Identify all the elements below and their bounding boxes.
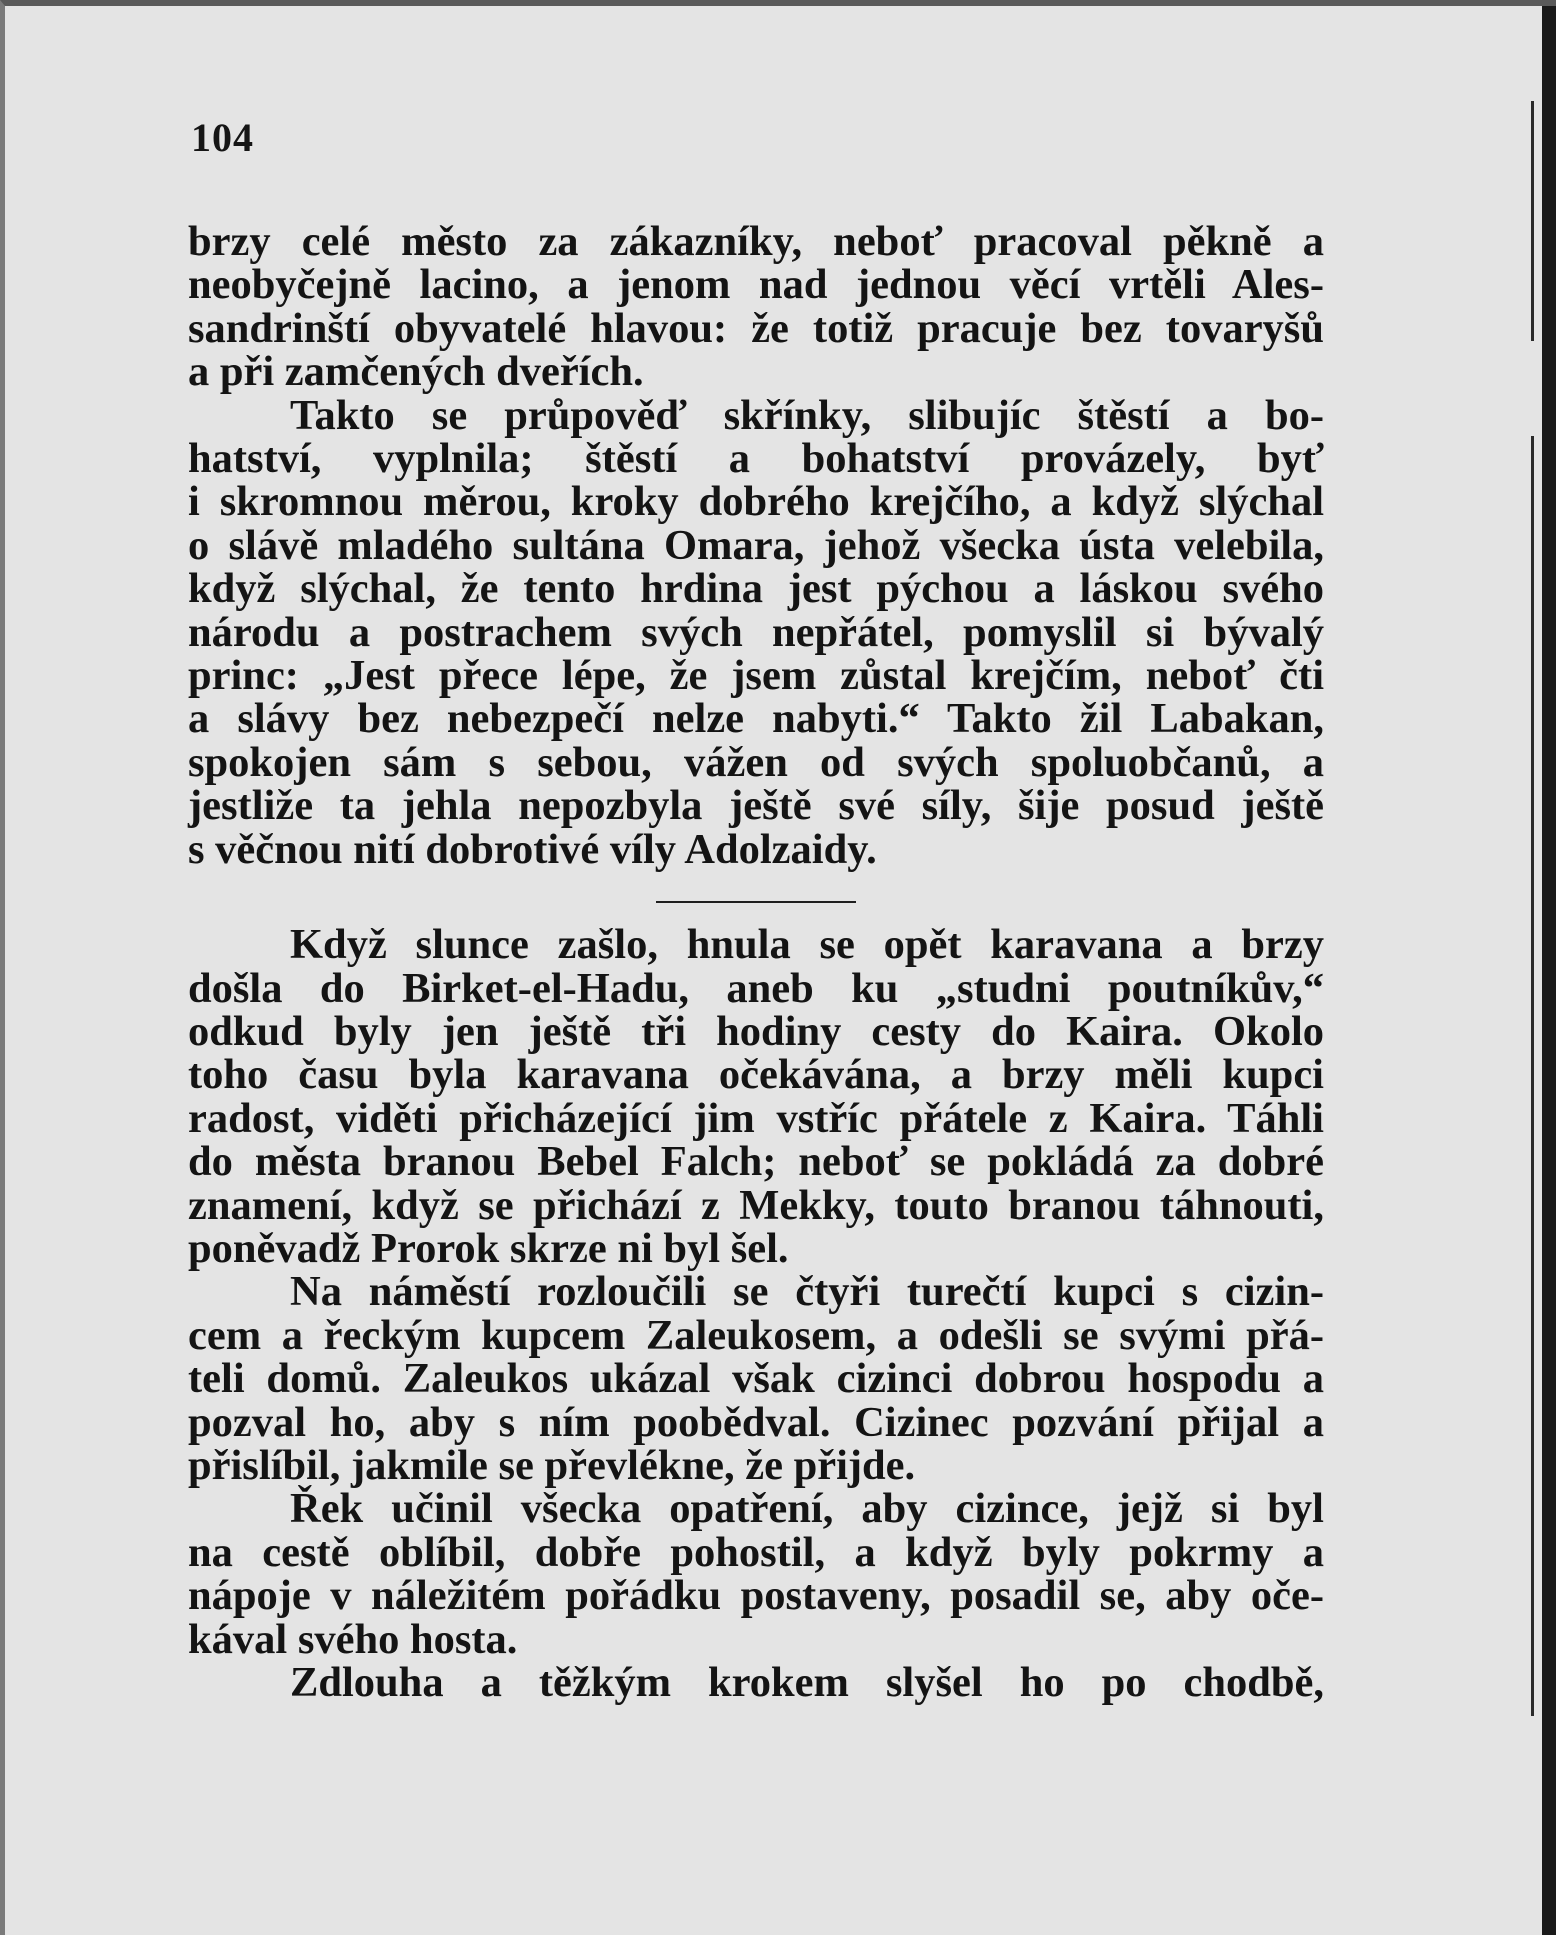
text-line: jestliže ta jehla nepozbyla ještě své síly, šije posud ještě: [188, 782, 1324, 830]
text-line: Když slunce zašlo, hnula se opět karavana a brzy: [290, 921, 1324, 969]
paragraph: [188, 220, 1324, 394]
text-line: Na náměstí rozloučili se čtyři turečtí kupci s cizin-: [290, 1268, 1324, 1316]
text-line: radost, viděti přicházející jim vstříc přátele z Kaira. Táhli: [188, 1094, 1324, 1142]
text-line: do města branou Bebel Falch; neboť se pokládá za dobré: [188, 1138, 1324, 1186]
text-line: na cestě oblíbil, dobře pohostil, a když byly pokrmy a: [188, 1528, 1324, 1576]
paragraph: [188, 923, 1324, 1270]
text-line: teli domů. Zaleukos ukázal však cizinci dobrou hospodu a: [188, 1355, 1324, 1403]
text-line: přislíbil, jakmile se převlékne, že přijde.: [188, 1441, 916, 1489]
text-line: odkud byly jen ještě tři hodiny cesty do Kaira. Okolo: [188, 1007, 1324, 1055]
paragraph: [188, 1487, 1324, 1661]
text-line: s věčnou nití dobrotivé víly Adolzaidy.: [188, 825, 877, 873]
section-separator: [656, 901, 856, 903]
binding-rule: [1531, 1486, 1534, 1716]
text-line: a slávy bez nebezpečí nelze nabyti.“ Takto žil Labakan,: [188, 695, 1324, 743]
text-line: pozval ho, aby s ním poobědval. Cizinec pozvání přijal a: [188, 1398, 1324, 1446]
text-line: brzy celé město za zákazníky, neboť pracoval pěkně a: [188, 218, 1324, 265]
text-line: sandrinští obyvatelé hlavou: že totiž pracuje bez tovaryšů: [188, 304, 1324, 352]
paragraph: [188, 1270, 1324, 1487]
text-line: kával svého hosta.: [188, 1615, 518, 1663]
paragraph: [188, 391, 1324, 873]
text-line: hatství, vyplnila; štěstí a bohatství provázely, byť: [188, 435, 1324, 483]
text-line: národu a postrachem svých nepřátel, pomyslil si bývalý: [188, 608, 1324, 656]
text-line: spokojen sám s sebou, vážen od svých spoluobčanů, a: [188, 738, 1324, 786]
text-line: a při zamčených dveřích.: [188, 348, 644, 396]
binding-rule: [1531, 101, 1534, 341]
binding-rule: [1531, 436, 1534, 1636]
text-line: nápoje v náležitém pořádku postaveny, posadil se, aby oče-: [188, 1572, 1324, 1620]
paragraph: [188, 1661, 1324, 1704]
text-line: princ: „Jest přece lépe, že jsem zůstal krejčím, neboť čti: [188, 652, 1324, 700]
text-line: Řek učinil všecka opatření, aby cizince, jejž si byl: [290, 1485, 1324, 1533]
text-line: o slávě mladého sultána Omara, jehož všecka ústa velebila,: [188, 521, 1324, 569]
text-line: došla do Birket-el-Hadu, aneb ku „studni poutníkův,“: [188, 964, 1324, 1012]
text-line: znamení, když se přichází z Mekky, touto branou táhnouti,: [188, 1181, 1324, 1229]
body-text: [188, 220, 1324, 1704]
text-line: Zdlouha a těžkým krokem slyšel ho po chodbě,: [290, 1659, 1324, 1706]
text-line: toho času byla karavana očekávána, a brzy měli kupci: [188, 1051, 1324, 1099]
text-line: cem a řeckým kupcem Zaleukosem, a odešli se svými přá-: [188, 1311, 1324, 1359]
page-edge-shadow: [1542, 6, 1556, 1935]
page-number: 104: [191, 115, 254, 160]
text-line: Takto se průpověď skřínky, slibujíc štěstí a bo-: [290, 391, 1324, 439]
text-line: i skromnou měrou, kroky dobrého krejčího, a když slýchal: [188, 478, 1324, 526]
text-line: neobyčejně lacino, a jenom nad jednou věcí vrtěli Ales-: [188, 261, 1324, 309]
text-line: poněvadž Prorok skrze ni byl šel.: [188, 1224, 789, 1272]
text-line: když slýchal, že tento hrdina jest pýchou a láskou svého: [188, 565, 1324, 613]
